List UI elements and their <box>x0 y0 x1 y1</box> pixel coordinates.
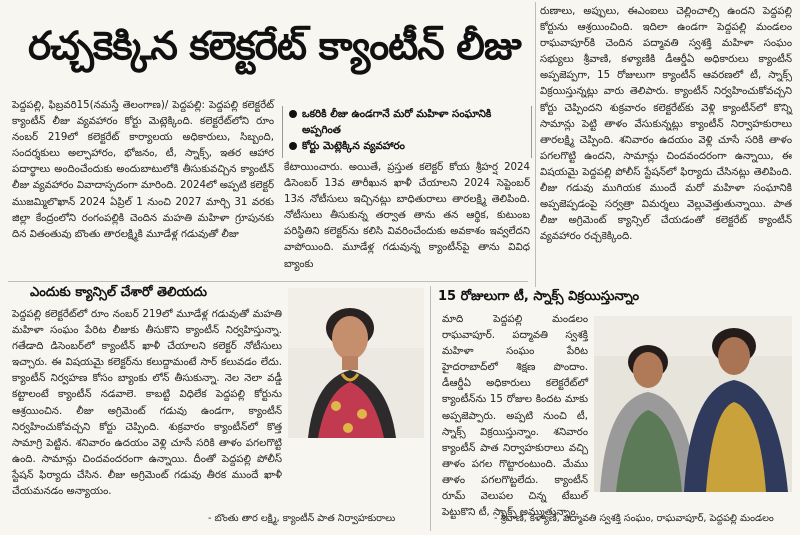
section-divider <box>8 281 528 282</box>
highlight-item: కోర్టు మెట్లెక్కిన వ్యవహారం <box>283 138 531 154</box>
photo-group <box>594 316 792 492</box>
column-divider <box>430 286 431 531</box>
sidebar-left-heading: ఎందుకు క్యాన్సిల్ చేశారో తెలియదు <box>30 285 207 300</box>
sidebar-left-attribution: - బొంతు తార లక్ష్మి, క్యాంటీన్ పాత నిర్వాహకురాలు <box>208 513 396 524</box>
sidebar-left-body: పెద్దపల్లి కలెక్టరేట్‌లో రూం నంబర్ 219లో మూడేళ్ల గడువుతో మహతి మహిళా సంఘం పేరిట లీజుకు తీసుకొని క్యాంటీన్ నిర్వహిస్తున్నా. గతేడాది డిసెంబర్‌లో క్యాంటీన్ ఖాళీ చేయాలని కలెక్టర్ నోటీసులు ఇచ్చారు. ఈ విషయమై కలెక్టర్‌ను కలుద్దామంటే సార్ కలువడం లేదు. క్యాంటీన్ నిర్వహణ కోసం బ్యాంకు లోన్ తీసుకున్నా. నెల నెలా వడ్డీ కట్టాలంటే క్యాంటీన్ నడవాలె. కాబట్టి విధిలేక పెద్దపల్లి కోర్టును ఆశ్రయించిన. లీజు అగ్రిమెంట్ గడువు ఉండగా, క్యాంటీన్ నిర్వహించుకోవచ్చని కోర్టు చెప్పింది. శుక్రవారం క్యాంటీన్‌లో కొత్త సామాగ్రి పెట్టిన. శనివారం ఉదయం వెళ్లి చూసే సరికి తాళం పగలగొట్టి ఉంది. సామాన్లు చిందవందరంగా ఉన్నాయి. దీంతో పెద్దపల్లి పోలీస్ స్టేషన్ ఫిర్యాదు చేసిన. లీజు అగ్రిమెంట్ గడువు తీరక ముందే ఖాళీ చేయమనడం అన్యాయం. <box>12 309 282 498</box>
article-text-right: రుణాలు, అప్పులు, ఈఎంఐలు చెల్లించాల్సి ఉందని పెద్దపల్లి కోర్టును ఆశ్రయించింది. ఇదిలా ఉండగా పెద్దపల్లి మండలం రాఘవాపూర్‌కి చెందిన పద్మావతి స్వశక్తి మహిళా సంఘం సభ్యులు శ్రీవాణి, కళ్యాణికి డీఆర్డీఏ అధికారులు క్యాంటీన్ అప్పజెప్పగా, 15 రోజులుగా క్యాంటీన్ ఆవరణలో టీ, స్నాక్స్ విక్రయిస్తున్నట్లు వారు తెలిపారు. క్యాంటీన్ నిర్వహించుకోవచ్చని కోర్టు చెప్పిందని శుక్రవారం కలెక్టరేట్‌కు వెళ్లి క్యాంటీన్‌లో కొన్ని సామాన్లు పెట్టి తాళం వేసుకున్నట్లు క్యాంటీన్ నిర్వాహకురాలు తారలక్ష్మి చెప్పింది. శనివారం ఉదయం వెళ్లి చూసే సరికి తాళం పగలగొట్టి ఉందని, సామాన్లు చిందవందరంగా ఉన్నాయి, ఈ విషయమై పెద్దపల్లి పోలీస్ స్టేషన్‌లో ఫిర్యాదు చేసినట్లు తెలిపింది. లీజు గడువు ముగియక ముందే మరో మహిళా సంఘానికి అప్పజెప్పడంపై సర్వత్రా విమర్శలు వెల్లువెత్తుతున్నాయి. పాత లీజు అగ్రిమెంట్ క్యాన్సిల్ చేయడంతో కలెక్టరేట్ క్యాంటీన్ వ్యవహారం రచ్చకెక్కింది. <box>540 6 792 243</box>
bullet-icon <box>289 142 297 150</box>
sidebar-right-attribution: - శ్రీవాణి, కళ్యాణి, పద్మావతి స్వశక్తి సంఘం, రాఘవాపూర్, పెద్దపల్లి మండలం <box>494 513 774 524</box>
portrait-image <box>288 288 424 438</box>
article-column-middle <box>284 160 530 278</box>
column-divider <box>535 2 536 287</box>
sidebar-right-body-column: మాది పెద్దపల్లి మండలం రాఘవాపూర్. పద్మావతి స్వశక్తి మహిళా సంఘం పేరిట హైదరాబాద్‌లో శిక్షణ పొందాం. డీఆర్డీఏ అధికారులు కలెక్టరేట్‌లో క్యాంటీన్‌ను 15 రోజుల కిందట మాకు అప్పజెప్పారు. అప్పటి నుంచి టీ, స్నాక్స్ విక్రయిస్తున్నాం. శనివారం క్యాంటీన్ పాత నిర్వాహకురాలు వచ్చి తాళం పగల గొట్టారంటుంది. మేము తాళం పగలగొట్టలేదు. క్యాంటీన్ రూమ్ వెలుపల చిన్న టేబుల్ పెట్టుకొని టీ, స్నాక్స్ అమ్ముతున్నాం. <box>442 314 588 519</box>
article-text-left: పెద్దపల్లి, ఫిబ్రవరి15(నమస్తే తెలంగాణ)/ పెద్దపల్లి: పెద్దపల్లి కలెక్టరేట్ క్యాంటీన్ లీజు వ్యవహారం కోర్టు మెట్లెక్కింది. కలెక్టరేట్‌లోని రూం నంబర్ 219లో కలెక్టరేట్ కార్యాలయ అధికారులు, సిబ్బంది, సందర్శకులు అల్పాహారం, భోజనం, టీ, స్నాక్స్, ఇతర ఆహార పదార్థాలు అందించేందుకు అందుబాటులోకి తీసుకువచ్చిన క్యాంటీన్ లీజు వ్యవహారం వివాదాస్పదంగా మారింది. 2024లో అప్పటి కలెక్టర్ ముజమ్మిలొఖాన్ 2024 ఏప్రిల్ 1 నుంచి 2027 మార్చి 31 వరకు జిల్లా కేంద్రంలోని రంగంపల్లికి చెందిన మహతి మహిళా గ్రూపునకు దిన వితంతువు బొంతు తారలక్ష్మికి మూడేళ్ల గడువుతో లీజు <box>12 100 274 240</box>
group-photo-image <box>594 316 792 492</box>
article-column-left <box>12 98 274 283</box>
bullet-icon <box>289 110 297 118</box>
highlights-box <box>282 106 532 158</box>
headline: రచ్చకెక్కిన కలెక్టరేట్ క్యాంటీన్ లీజు <box>28 24 521 69</box>
article-column-right <box>540 4 792 286</box>
photo-tara-lakshmi <box>288 288 424 438</box>
sidebar-right-heading: 15 రోజులుగా టీ, స్నాక్స్ విక్రయిస్తున్నాం <box>438 289 640 304</box>
highlight-item: ఒకరికి లీజు ఉండగానే మరో మహిళా సంఘానికి అప్పగింత <box>283 106 531 138</box>
article-text-middle: కేటాయించారు. అయితే, ప్రస్తుత కలెక్టర్ కోయ శ్రీహర్ష 2024 డిసెంబర్ 13వ తారీఖున ఖాళీ చేయాలని 2024 సెప్టెంబర్ 13న నోటీసులు ఇచ్చినట్లు బాధితురాలు తారలక్ష్మి తెలిపింది. నోటీసులు తీసుకున్న తర్వాత తాను తన ఆర్థిక, కుటుంబ పరిస్థితిని కలెక్టర్‌ను కలిసి వివరించేందుకు అవకాశం ఇవ్వలేదని వాపోయింది. మూడేళ్ల గడువున్న క్యాంటీన్‌పై తాను వివిధ బ్యాంకు <box>284 162 530 270</box>
